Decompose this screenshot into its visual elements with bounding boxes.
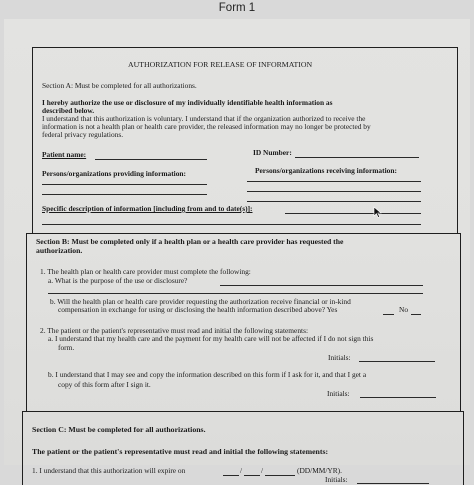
initials-label-2a: Initials: (328, 353, 351, 362)
page-label: Form 1 (218, 2, 256, 14)
authorization-form (4, 19, 470, 484)
item-2b-line1: b. I understand that I may see and copy the information described on this form if I ask for it, and that I get a (48, 370, 367, 379)
expiry-day-field[interactable] (223, 475, 239, 476)
item-2a-line2: form. (58, 343, 75, 352)
purpose-field[interactable] (220, 285, 423, 286)
voluntary-statement-line2: information is not a health plan or health care provider, the released information may no longer be protected by (42, 122, 371, 131)
item-1b-line1: b. Will the health plan or health care provider requesting the authorization receive financial or in-kind (50, 297, 351, 306)
expiry-year-field[interactable] (265, 475, 295, 476)
no-field[interactable] (411, 314, 421, 315)
receiving-info-field-2[interactable] (247, 191, 421, 192)
initials-field-c1[interactable] (357, 483, 429, 484)
initials-label-c1: Initials: (325, 475, 348, 484)
section-c-title: Section C: Must be completed for all authorizations. (32, 425, 206, 434)
specific-description-field[interactable] (285, 213, 421, 214)
voluntary-statement-line1: I understand that this authorization is voluntary. I understand that if the organization authorized to receive the (42, 114, 366, 123)
date-separator-1: / (240, 466, 243, 475)
patient-name-field[interactable] (95, 159, 207, 160)
id-number-field[interactable] (295, 157, 419, 158)
form-heading: AUTHORIZATION FOR RELEASE OF INFORMATION (128, 60, 313, 69)
item-1b-line2: compensation in exchange for using or disclosing the health information described above? Yes (58, 305, 338, 314)
date-separator-2: / (261, 466, 264, 475)
item-1a: a. What is the purpose of the use or disclosure? (48, 276, 188, 285)
providing-info-label: Persons/organizations providing information: (42, 169, 186, 178)
section-b-title-line2: authorization. (36, 246, 83, 255)
receiving-info-field-3[interactable] (247, 201, 421, 202)
authorize-statement-line2: described below. (42, 106, 95, 115)
expiry-month-field[interactable] (244, 475, 260, 476)
section-a (32, 47, 458, 234)
purpose-field-2[interactable] (48, 293, 423, 294)
section-b (26, 233, 461, 412)
yes-field[interactable] (383, 314, 394, 315)
receiving-info-label: Persons/organizations receiving information: (255, 166, 397, 175)
receiving-info-field-1[interactable] (247, 181, 421, 182)
id-number-label: ID Number: (253, 148, 292, 157)
authorize-statement-line1: I hereby authorize the use or disclosure of my individually identifiable health information as (42, 98, 333, 107)
initials-field-2a[interactable] (359, 361, 435, 362)
item-2: 2. The patient or the patient's representative must read and initial the following statements: (40, 326, 309, 335)
section-a-title: Section A: Must be completed for all authorizations. (42, 81, 197, 90)
section-b-title-line1: Section B: Must be completed only if a health plan or a health care provider has requested the (36, 237, 344, 246)
section-c (22, 411, 464, 485)
section-c-subtitle: The patient or the patient's representative must read and initial the following statements: (32, 447, 329, 456)
specific-description-label: Specific description of information [including from and to date(s)]: (42, 204, 253, 213)
providing-info-field-1[interactable] (42, 184, 207, 185)
specific-description-field-2[interactable] (42, 224, 421, 225)
item-1: 1. The health plan or health care provider must complete the following: (40, 267, 251, 276)
item-2a-line1: a. I understand that my health care and the payment for my health care will not be affected if I do not sign this (48, 334, 374, 343)
initials-label-2b: Initials: (327, 389, 350, 398)
date-format-hint: (DD/MM/YR). (297, 466, 342, 475)
initials-field-2b[interactable] (360, 397, 436, 398)
mouse-pointer-icon (373, 206, 382, 218)
item-2b-line2: copy of this form after I sign it. (58, 380, 151, 389)
no-label: No (399, 305, 409, 314)
voluntary-statement-line3: federal privacy regulations. (42, 130, 124, 139)
providing-info-field-2[interactable] (42, 194, 207, 195)
patient-name-label: Patient name: (42, 150, 87, 159)
item-c1: 1. I understand that this authorization will expire on (32, 466, 186, 475)
